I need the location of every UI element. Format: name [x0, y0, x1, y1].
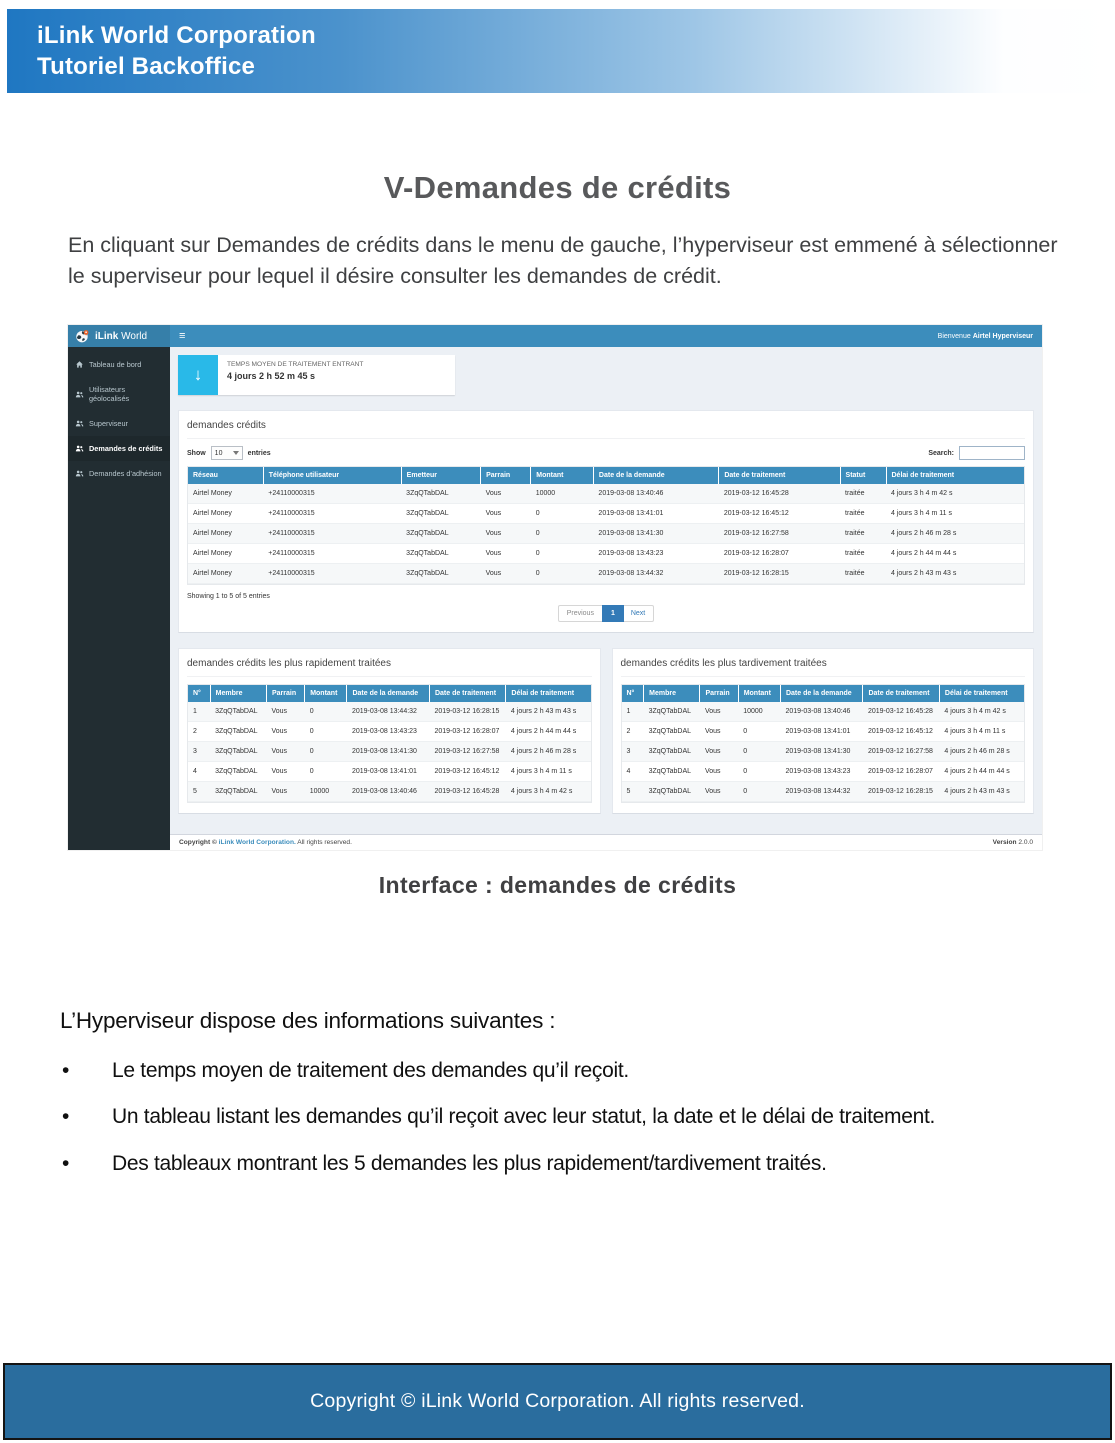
sidebar-item-label: Tableau de bord: [89, 360, 142, 369]
info-bullet-list: [60, 1058, 1070, 1177]
column-header: Date de traitement: [719, 467, 840, 484]
table-cell: 3ZqQTabDAL: [210, 742, 266, 762]
table-cell: +24110000315: [263, 504, 401, 524]
table-cell: 2019-03-08 13:41:30: [347, 742, 430, 762]
table-row: [188, 544, 1024, 564]
column-header: Parrain: [481, 467, 531, 484]
sidebar-item-utilisateurs-geolocalises[interactable]: [68, 377, 170, 411]
table-cell: 10000: [305, 782, 347, 802]
table-cell: Vous: [266, 722, 304, 742]
panel-slowest-processed: [612, 648, 1035, 814]
table-cell: 2019-03-12 16:28:15: [863, 782, 939, 802]
data-table: [622, 685, 1025, 802]
app-logo[interactable]: [68, 325, 170, 347]
users-icon: [75, 419, 84, 428]
page-banner: [7, 9, 1115, 93]
table-row: [188, 484, 1024, 504]
users-icon: [75, 444, 84, 453]
table-cell: Vous: [481, 484, 531, 504]
figure-caption: Interface : demandes de crédits: [378, 872, 737, 898]
table-cell: Vous: [481, 524, 531, 544]
home-icon: [75, 360, 84, 369]
table-row: [188, 742, 591, 762]
sidebar-item-label: Utilisateurs géolocalisés: [89, 385, 130, 403]
app-sidebar: [68, 347, 170, 850]
app-topbar: [170, 325, 1042, 347]
table-cell: 3ZqQTabDAL: [210, 782, 266, 802]
table-cell: 2019-03-08 13:44:32: [593, 564, 718, 584]
table-cell: 4 jours 2 h 43 m 43 s: [886, 564, 1024, 584]
table-cell: 2019-03-08 13:41:30: [593, 524, 718, 544]
table-cell: 0: [531, 564, 594, 584]
table-cell: Airtel Money: [188, 484, 263, 504]
sidebar-item-demandes-adhesion[interactable]: [68, 461, 170, 486]
table-cell: traitée: [840, 504, 886, 524]
table-cell: 2019-03-08 13:43:23: [347, 722, 430, 742]
table-cell: Vous: [700, 702, 738, 722]
version-value: 2.0.0: [1016, 839, 1033, 846]
infobox-value: 4 jours 2 h 52 m 45 s: [227, 370, 316, 381]
data-table: [188, 685, 591, 802]
table-cell: 0: [531, 524, 594, 544]
table-cell: 2019-03-12 16:45:28: [863, 702, 939, 722]
column-header: Date de traitement: [863, 685, 939, 702]
panel-title: demandes crédits: [187, 418, 1025, 439]
table-row: [188, 702, 591, 722]
brand-text: [95, 331, 147, 342]
column-header: Date de traitement: [429, 685, 505, 702]
table-cell: 0: [305, 762, 347, 782]
table-header-row: [188, 467, 1024, 484]
panel-demandes-credits: [178, 410, 1034, 633]
column-header: Délai de traitement: [939, 685, 1024, 702]
table-cell: 4 jours 2 h 44 m 44 s: [939, 762, 1024, 782]
table-cell: 4 jours 2 h 46 m 28 s: [939, 742, 1024, 762]
sidebar-item-superviseur[interactable]: [68, 411, 170, 436]
table-cell: Vous: [266, 782, 304, 802]
table-cell: 3ZqQTabDAL: [401, 544, 480, 564]
sidebar-item-label: Demandes d’adhésion: [89, 469, 162, 478]
table-cell: 3ZqQTabDAL: [644, 782, 700, 802]
table-controls: [187, 446, 1025, 460]
table-row: [188, 504, 1024, 524]
table-cell: 3ZqQTabDAL: [210, 702, 266, 722]
table-cell: 3ZqQTabDAL: [644, 762, 700, 782]
table-cell: 3ZqQTabDAL: [644, 742, 700, 762]
sidebar-item-tableau-de-bord[interactable]: [68, 352, 170, 377]
avg-processing-infobox: [178, 355, 455, 395]
column-header: Date de la demande: [780, 685, 863, 702]
table-cell: 10000: [531, 484, 594, 504]
table-row: [188, 762, 591, 782]
table-cell: +24110000315: [263, 564, 401, 584]
table-cell: 0: [531, 504, 594, 524]
table-cell: 3ZqQTabDAL: [644, 702, 700, 722]
table-cell: 4 jours 2 h 43 m 43 s: [506, 702, 591, 722]
table-cell: 4 jours 2 h 44 m 44 s: [886, 544, 1024, 564]
intro-paragraph: En cliquant sur Demandes de crédits dans le menu de gauche, l’hyperviseur est emmené à sélectionner le superviseur pour lequel il désire consulter les demandes de crédit.: [68, 233, 1058, 288]
table-cell: 3ZqQTabDAL: [210, 762, 266, 782]
table-cell: 2019-03-08 13:40:46: [593, 484, 718, 504]
table-header-row: [622, 685, 1025, 702]
column-header: Délai de traitement: [506, 685, 591, 702]
bullet-item: • Un tableau listant les demandes qu’il reçoit avec leur statut, la date et le délai de traitement.: [60, 1104, 1070, 1130]
copyright-brand[interactable]: iLink World Corporation.: [218, 839, 296, 846]
page-1-button[interactable]: 1: [602, 605, 624, 622]
table-row: [188, 722, 591, 742]
info-heading: L’Hyperviseur dispose des informations suivantes :: [60, 1008, 556, 1033]
column-header: N°: [188, 685, 210, 702]
table-cell: 4: [622, 762, 644, 782]
down-arrow-icon: ↓: [178, 355, 218, 395]
table-cell: Vous: [481, 544, 531, 564]
show-label: Show: [187, 449, 206, 457]
column-header: Réseau: [188, 467, 263, 484]
column-header: Membre: [644, 685, 700, 702]
brand-bold: iLink: [95, 330, 119, 342]
table-row: [188, 524, 1024, 544]
table-cell: 4 jours 2 h 46 m 28 s: [886, 524, 1024, 544]
table-header-row: [188, 685, 591, 702]
data-table: [188, 467, 1024, 584]
table-cell: 4 jours 2 h 46 m 28 s: [506, 742, 591, 762]
page-title: V-Demandes de crédits: [383, 170, 732, 205]
table-cell: 0: [738, 782, 780, 802]
users-icon: [75, 469, 84, 478]
column-header: N°: [622, 685, 644, 702]
table-cell: Airtel Money: [188, 544, 263, 564]
table-cell: 2019-03-08 13:41:01: [347, 762, 430, 782]
table-cell: traitée: [840, 564, 886, 584]
copyright-label: Copyright ©: [179, 839, 219, 846]
column-header: Téléphone utilisateur: [263, 467, 401, 484]
bullet-item: • Le temps moyen de traitement des demandes qu’il reçoit.: [60, 1058, 1070, 1084]
version-label: Version: [992, 839, 1017, 846]
column-header: Statut: [840, 467, 886, 484]
table-cell: 10000: [738, 702, 780, 722]
column-header: Parrain: [700, 685, 738, 702]
table-cell: Vous: [266, 702, 304, 722]
table-cell: 2019-03-12 16:28:07: [863, 762, 939, 782]
table-row: [188, 782, 591, 802]
table-cell: 4 jours 3 h 4 m 11 s: [886, 504, 1024, 524]
pagination: [187, 605, 1025, 622]
table-cell: 0: [531, 544, 594, 564]
column-header: Montant: [305, 685, 347, 702]
table-cell: 2019-03-08 13:43:23: [780, 762, 863, 782]
table-cell: 2019-03-12 16:27:58: [863, 742, 939, 762]
table-cell: traitée: [840, 524, 886, 544]
table-row: [622, 782, 1025, 802]
table-cell: 3: [188, 742, 210, 762]
table-cell: traitée: [840, 484, 886, 504]
show-entries-control: [187, 446, 271, 460]
entries-select-value: 10: [214, 449, 223, 457]
table-cell: 4 jours 2 h 44 m 44 s: [506, 722, 591, 742]
table-cell: 2019-03-08 13:41:30: [780, 742, 863, 762]
bottom-panels-row: [178, 648, 1034, 814]
page-footer: Copyright © iLink World Corporation. All rights reserved.: [3, 1363, 1112, 1440]
table-cell: 0: [305, 722, 347, 742]
entries-select[interactable]: [211, 446, 243, 460]
hamburger-menu-icon[interactable]: ≡: [179, 329, 186, 342]
table-cell: 2019-03-08 13:43:23: [593, 544, 718, 564]
table-cell: 4 jours 3 h 4 m 11 s: [939, 722, 1024, 742]
app-footer: [170, 834, 1042, 850]
table-row: [622, 742, 1025, 762]
table-cell: 2019-03-12 16:45:12: [429, 762, 505, 782]
table-cell: 2: [188, 722, 210, 742]
app-main-column: [170, 347, 1042, 850]
table-cell: 4 jours 3 h 4 m 42 s: [506, 782, 591, 802]
table-cell: 2019-03-12 16:27:58: [719, 524, 840, 544]
app-body: [68, 347, 1042, 850]
entries-label: entries: [247, 449, 271, 457]
sidebar-item-label: Demandes de crédits: [89, 444, 163, 453]
column-header: Délai de traitement: [886, 467, 1024, 484]
search-input[interactable]: [959, 446, 1025, 460]
table-cell: 2019-03-12 16:27:58: [429, 742, 505, 762]
table-cell: 0: [738, 742, 780, 762]
table-cell: 3ZqQTabDAL: [644, 722, 700, 742]
fastest-table-wrapper: [187, 684, 592, 803]
app-content: [170, 347, 1042, 834]
table-cell: Airtel Money: [188, 524, 263, 544]
table-cell: Vous: [481, 564, 531, 584]
table-cell: Vous: [266, 742, 304, 762]
welcome-text: [938, 333, 1033, 340]
backoffice-screenshot: [68, 325, 1042, 850]
sidebar-item-demandes-de-credits[interactable]: [68, 436, 170, 461]
sidebar-item-label: Superviseur: [89, 419, 128, 428]
column-header: Parrain: [266, 685, 304, 702]
panel-title: demandes crédits les plus tardivement traitées: [621, 656, 1026, 677]
table-cell: Vous: [700, 782, 738, 802]
chevron-down-icon: [233, 451, 239, 455]
bullet-item: • Des tableaux montrant les 5 demandes les plus rapidement/tardivement traités.: [60, 1151, 1070, 1177]
table-cell: 2019-03-12 16:28:15: [719, 564, 840, 584]
table-cell: 0: [305, 702, 347, 722]
table-row: [188, 564, 1024, 584]
app-footer-copyright: [179, 839, 352, 846]
search-control: [928, 446, 1025, 460]
panel-title: demandes crédits les plus rapidement traitées: [187, 656, 592, 677]
table-cell: +24110000315: [263, 484, 401, 504]
table-row: [622, 702, 1025, 722]
info-section: [60, 1008, 1070, 1197]
table-cell: 2019-03-12 16:28:15: [429, 702, 505, 722]
app-navbar: [68, 325, 1042, 347]
table-cell: 0: [738, 722, 780, 742]
table-cell: 2019-03-12 16:45:28: [719, 484, 840, 504]
table-cell: 2019-03-08 13:44:32: [347, 702, 430, 722]
table-cell: 2019-03-12 16:45:28: [429, 782, 505, 802]
table-cell: 3ZqQTabDAL: [401, 484, 480, 504]
table-cell: 0: [305, 742, 347, 762]
table-cell: 3ZqQTabDAL: [401, 524, 480, 544]
infobox-text: [218, 355, 372, 395]
column-header: Montant: [531, 467, 594, 484]
table-cell: +24110000315: [263, 544, 401, 564]
column-header: Date de la demande: [347, 685, 430, 702]
previous-page-button[interactable]: Previous: [558, 605, 603, 622]
infobox-label: TEMPS MOYEN DE TRAITEMENT ENTRANT: [227, 361, 364, 368]
banner-line-1: iLink World Corporation: [37, 22, 316, 49]
main-table-wrapper: [187, 466, 1025, 585]
copyright-rest: All rights reserved.: [295, 839, 352, 846]
table-cell: 1: [188, 702, 210, 722]
table-cell: 2019-03-12 16:45:12: [863, 722, 939, 742]
globe-logo-icon: [75, 329, 90, 344]
showing-status: Showing 1 to 5 of 5 entries: [187, 593, 270, 600]
table-cell: 3ZqQTabDAL: [401, 504, 480, 524]
brand-rest: World: [118, 330, 148, 342]
table-cell: 4 jours 2 h 43 m 43 s: [939, 782, 1024, 802]
slowest-table-wrapper: [621, 684, 1026, 803]
table-cell: Airtel Money: [188, 564, 263, 584]
panel-fastest-processed: [178, 648, 601, 814]
table-cell: Vous: [266, 762, 304, 782]
table-cell: 4: [188, 762, 210, 782]
next-page-button[interactable]: Next: [622, 605, 654, 622]
table-cell: 2019-03-08 13:40:46: [347, 782, 430, 802]
table-row: [622, 722, 1025, 742]
table-cell: 5: [622, 782, 644, 802]
table-cell: 2019-03-12 16:28:07: [719, 544, 840, 564]
table-cell: traitée: [840, 544, 886, 564]
banner-line-2: Tutoriel Backoffice: [37, 53, 256, 80]
table-cell: 4 jours 3 h 4 m 11 s: [506, 762, 591, 782]
table-cell: 5: [188, 782, 210, 802]
table-cell: 2019-03-08 13:44:32: [780, 782, 863, 802]
table-cell: 2019-03-12 16:45:12: [719, 504, 840, 524]
table-cell: 3ZqQTabDAL: [401, 564, 480, 584]
column-header: Montant: [738, 685, 780, 702]
table-cell: +24110000315: [263, 524, 401, 544]
table-cell: Vous: [481, 504, 531, 524]
welcome-user: Airtel Hyperviseur: [972, 332, 1033, 340]
column-header: Emetteur: [401, 467, 480, 484]
table-cell: Vous: [700, 762, 738, 782]
table-cell: 2019-03-08 13:41:01: [593, 504, 718, 524]
table-cell: Airtel Money: [188, 504, 263, 524]
table-cell: 4 jours 3 h 4 m 42 s: [886, 484, 1024, 504]
welcome-prefix: Bienvenue: [937, 332, 973, 340]
table-cell: Vous: [700, 722, 738, 742]
table-cell: 3: [622, 742, 644, 762]
table-cell: Vous: [700, 742, 738, 762]
table-cell: 1: [622, 702, 644, 722]
table-cell: 2019-03-08 13:40:46: [780, 702, 863, 722]
search-label: Search:: [928, 449, 954, 457]
table-cell: 2019-03-08 13:41:01: [780, 722, 863, 742]
table-cell: 4 jours 3 h 4 m 42 s: [939, 702, 1024, 722]
app-version-text: [993, 839, 1033, 846]
users-icon: [75, 390, 84, 399]
column-header: Date de la demande: [593, 467, 718, 484]
table-cell: 0: [738, 762, 780, 782]
table-cell: 2019-03-12 16:28:07: [429, 722, 505, 742]
table-cell: 2: [622, 722, 644, 742]
column-header: Membre: [210, 685, 266, 702]
table-row: [622, 762, 1025, 782]
table-cell: 3ZqQTabDAL: [210, 722, 266, 742]
